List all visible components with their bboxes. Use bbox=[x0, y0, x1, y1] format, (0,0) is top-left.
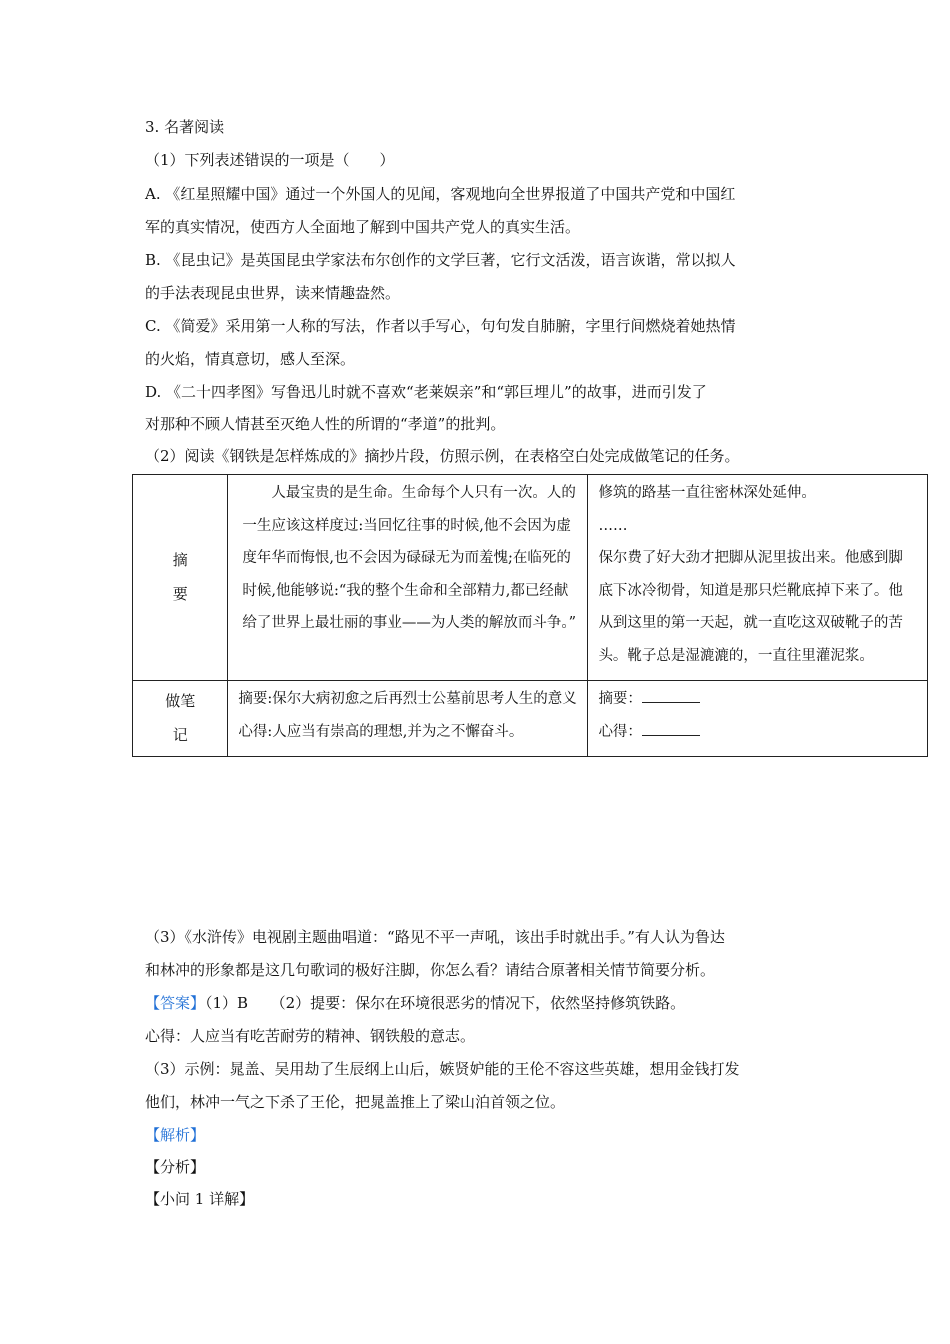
option-a-line2: 军的真实情况，使西方人全面地了解到中国共产党人的真实生活。 bbox=[145, 218, 581, 236]
excerpt-left-text: 人最宝贵的是生命。生命每个人只有一次。人的一生应该这样度过:当回忆往事的时候,他不会因为虚度年华而悔恨,也不会因为碌碌无为而羞愧;在临死的时候,他能够说:“我的整个生命和全部精力,都已经献给了世界上最壮丽的事业——为人类的解放而斗争。” bbox=[242, 485, 577, 631]
table-row-excerpt bbox=[133, 475, 928, 681]
notes-table bbox=[132, 474, 928, 757]
q3-line1: （3）《水浒传》电视剧主题曲唱道：“路见不平一声吼，该出手时就出手。”有人认为鲁达 bbox=[145, 928, 725, 946]
row-head-excerpt bbox=[133, 475, 228, 681]
note-left-summary: 摘要:保尔大病初愈之后再烈士公墓前思考人生的意义 bbox=[238, 691, 577, 707]
answer-line1-text: （1）B （2）提要：保尔在环境很恶劣的情况下，依然坚持修筑铁路。 bbox=[205, 994, 686, 1012]
excerpt-right-p2: …… bbox=[598, 517, 628, 534]
option-a-line1: A. 《红星照耀中国》通过一个外国人的见闻，客观地向全世界报道了中国共产党和中国红 bbox=[145, 185, 736, 203]
excerpt-right-p3: 保尔费了好大劲才把脚从泥里拔出来。他感到脚底下冰冷彻骨，知道是那只烂靴底掉下来了。他从到这里的第一天起，就一直吃这双破靴子的苦头。靴子总是湿漉漉的，一直往里灌泥浆。 bbox=[598, 550, 903, 664]
note-right-insight-label: 心得： bbox=[598, 723, 642, 740]
question-title: 3. 名著阅读 bbox=[145, 118, 225, 136]
row-head-notes bbox=[133, 681, 228, 757]
insight-blank[interactable] bbox=[642, 721, 700, 736]
q2-stem: （2）阅读《钢铁是怎样炼成的》摘抄片段，仿照示例，在表格空白处完成做笔记的任务。 bbox=[145, 447, 740, 465]
excerpt-left-cell bbox=[228, 475, 588, 681]
answer-line3: （3）示例：晁盖、吴用劫了生辰纲上山后，嫉贤妒能的王伦不容这些英雄，想用金钱打发 bbox=[145, 1060, 740, 1078]
answer-line1 bbox=[145, 993, 685, 1013]
option-c-line1: C. 《简爱》采用第一人称的写法，作者以手写心，句句发自肺腑，字里行间燃烧着她热情 bbox=[145, 317, 736, 335]
answer-label: 【答案】 bbox=[145, 994, 206, 1012]
option-d-line1: D. 《二十四孝图》写鲁迅儿时就不喜欢“老莱娱亲”和“郭巨埋儿”的故事，进而引发了 bbox=[145, 383, 707, 401]
table-row-notes bbox=[133, 681, 928, 757]
head-notes-char1: 做笔 bbox=[165, 692, 196, 710]
note-left-insight: 心得:人应当有崇高的理想,并为之不懈奋斗。 bbox=[238, 723, 524, 740]
head-excerpt-char2: 要 bbox=[172, 584, 188, 603]
answer-line2: 心得：人应当有吃苦耐劳的精神、钢铁般的意志。 bbox=[145, 1027, 476, 1045]
note-left-cell bbox=[228, 681, 588, 757]
fenxi-label: 【分析】 bbox=[145, 1158, 206, 1176]
option-c-line2: 的火焰，情真意切，感人至深。 bbox=[145, 350, 356, 368]
option-b-line1: B. 《昆虫记》是英国昆虫学家法布尔创作的文学巨著，它行文活泼，语言诙谐，常以拟人 bbox=[145, 251, 736, 269]
note-right-cell bbox=[588, 681, 928, 757]
excerpt-right-cell bbox=[588, 475, 928, 681]
answer-line4: 他们，林冲一气之下杀了王伦，把晁盖推上了梁山泊首领之位。 bbox=[145, 1093, 566, 1111]
summary-blank[interactable] bbox=[642, 688, 700, 703]
sub-question-1-label: 【小问 1 详解】 bbox=[145, 1190, 255, 1208]
q1-stem: （1）下列表述错误的一项是（ ） bbox=[145, 151, 395, 169]
option-b-line2: 的手法表现昆虫世界，读来情趣盎然。 bbox=[145, 284, 401, 302]
option-d-line2: 对那种不顾人情甚至灭绝人性的所谓的“孝道”的批判。 bbox=[145, 415, 506, 433]
analysis-label: 【解析】 bbox=[145, 1126, 206, 1144]
q3-line2: 和林冲的形象都是这几句歌词的极好注脚，你怎么看？请结合原著相关情节简要分析。 bbox=[145, 961, 716, 979]
excerpt-right-p1: 修筑的路基一直往密林深处延伸。 bbox=[598, 485, 816, 501]
note-right-summary-label: 摘要： bbox=[598, 691, 642, 707]
head-notes-char2: 记 bbox=[172, 725, 188, 744]
head-excerpt-char1: 摘 bbox=[172, 551, 188, 569]
